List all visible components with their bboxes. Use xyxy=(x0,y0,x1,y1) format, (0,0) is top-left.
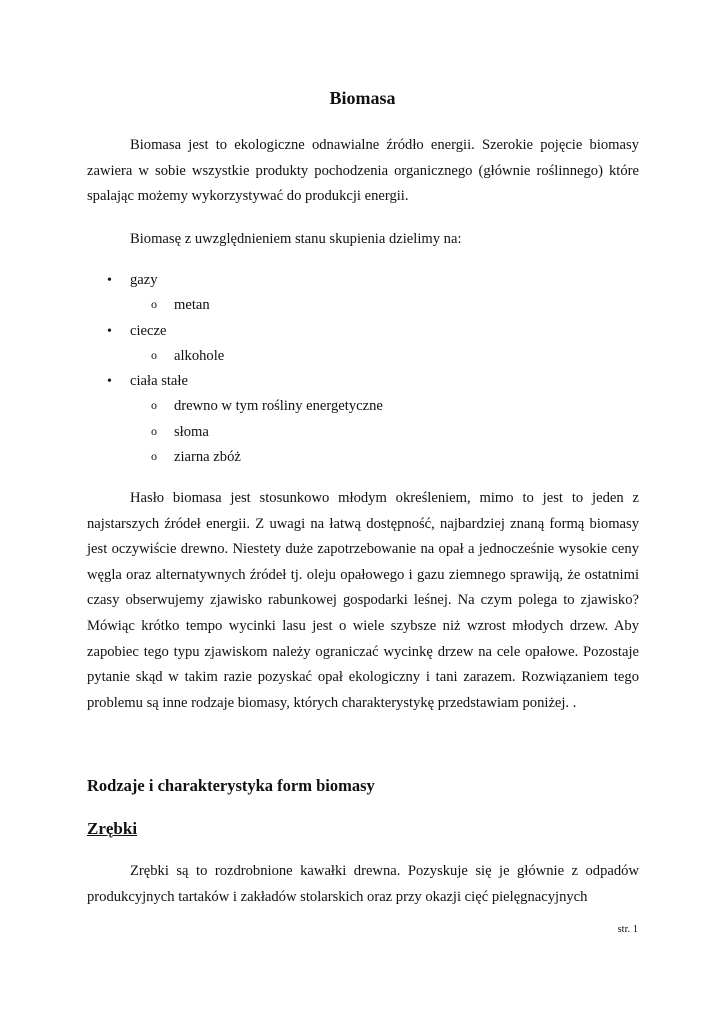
circle-bullet-icon: o xyxy=(151,297,157,312)
circle-bullet-icon: o xyxy=(151,423,157,438)
list-intro: Biomasę z uwzględnieniem stanu skupienia dzielimy na: xyxy=(130,231,462,247)
page-number: str. 1 xyxy=(617,924,638,935)
sublist-item-label: drewno w tym rośliny energetyczne xyxy=(174,398,383,415)
sublist-item-label: alkohole xyxy=(174,347,225,364)
list-item-liquids xyxy=(87,319,639,344)
list-item-label: gazy xyxy=(130,272,158,288)
circle-bullet-icon: o xyxy=(151,398,157,413)
list-item-label: ciała stałe xyxy=(130,373,188,390)
sublist-item xyxy=(87,420,639,445)
sublist-item xyxy=(87,344,639,369)
circle-bullet-icon: o xyxy=(151,449,157,464)
bullet-icon: • xyxy=(107,273,112,288)
list-item-solids xyxy=(87,369,639,394)
document-title: Biomasa xyxy=(329,88,396,108)
list-item-gases xyxy=(87,268,639,293)
sublist-item-label: ziarna zbóż xyxy=(174,449,241,466)
sublist-item xyxy=(87,394,639,419)
sublist-item xyxy=(87,293,639,318)
list-item-label: ciecze xyxy=(130,322,167,339)
sublist-item xyxy=(87,445,639,470)
sublist-item-label: metan xyxy=(174,297,210,314)
subsection-heading: Zrębki xyxy=(87,819,138,838)
bullet-icon: • xyxy=(107,323,112,339)
bullet-icon: • xyxy=(107,374,112,390)
intro-paragraph: Biomasa jest to ekologiczne odnawialne źródło energii. Szerokie pojęcie biomasy zawiera w sobie wszystkie produkty pochodzenia organicznego (głównie roślinnego) które spalając możemy wykorzystywać do produkcji energii. xyxy=(87,137,639,205)
biomass-state-list xyxy=(87,268,639,470)
circle-bullet-icon: o xyxy=(151,347,157,362)
section-heading: Rodzaje i charakterystyka form biomasy xyxy=(87,776,375,795)
sublist-item-label: słoma xyxy=(174,423,209,440)
history-paragraph: Hasło biomasa jest stosunkowo młodym określeniem, mimo to jest to jeden z najstarszych źródeł energii. Z uwagi na łatwą dostępność, najbardziej znaną formą biomasy jest oczywiście drewno. Niestety duże zapotrzebowanie na opał a jednocześnie wysokie ceny węgla oraz alternatywnych źródeł tj. oleju opałowego i gazu ziemnego sprawiją, że ostatnimi czasy obserwujemy zjawisko rabunkowej gospodarki leśnej. Na czym polega to zjawisko? Mówiąc krótko tempo wycinki lasu jest o wiele szybsze niż wzrost młodych drzew. Aby zapobiec tego typu zjawiskom należy ograniczać wycinkę drzew na cele opałowe. Pozostaje pytanie skąd w takim razie pozyskać opał ekologiczny i tani zarazem. Rozwiązaniem tego problemu są inne rodzaje biomasy, których charakterystykę przedstawiam poniżej. . xyxy=(87,490,639,711)
wood-chips-paragraph: Zrębki są to rozdrobnione kawałki drewna. Pozyskuje się je głównie z odpadów produkcyjnych tartaków i zakładów stolarskich oraz przy okazji cięć pielęgnacyjnych xyxy=(87,863,639,905)
